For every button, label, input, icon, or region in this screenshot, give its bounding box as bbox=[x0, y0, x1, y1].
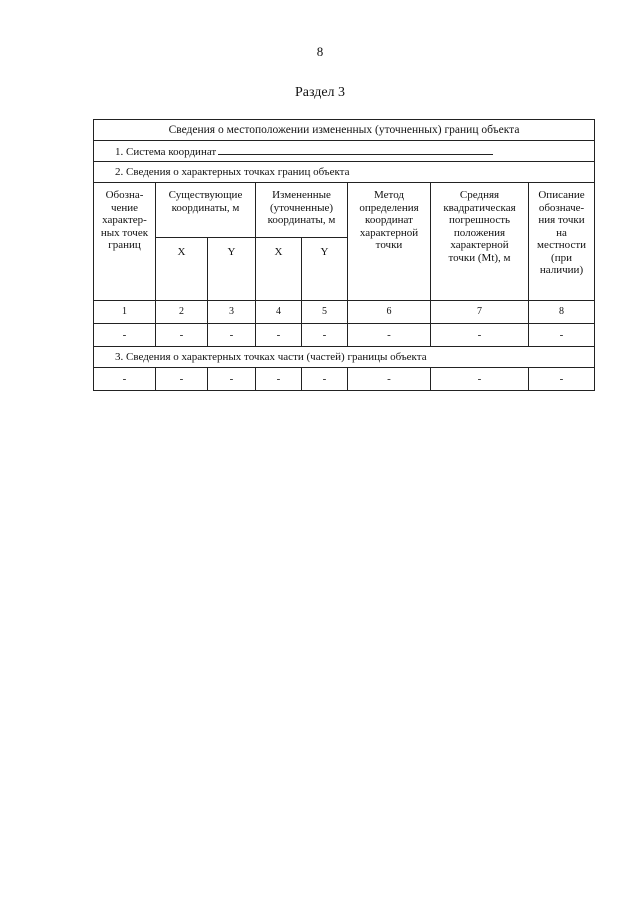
header-changed-coordinates: Измененные (уточненные) координаты, м bbox=[256, 183, 348, 238]
table-cell: - bbox=[94, 368, 156, 391]
characteristic-points-row bbox=[94, 162, 595, 183]
header-designation: Обозна- чение характер- ных точек границ bbox=[94, 183, 156, 301]
column-number: 7 bbox=[431, 301, 529, 324]
header-row-top bbox=[94, 183, 595, 238]
table-cell: - bbox=[529, 324, 595, 347]
table-cell: - bbox=[348, 324, 431, 347]
table-cell: - bbox=[302, 368, 348, 391]
table-cell: - bbox=[431, 368, 529, 391]
part-boundary-points-label: 3. Сведения о характерных точках части (частей) границы объекта bbox=[94, 347, 595, 368]
table-cell: - bbox=[208, 324, 256, 347]
characteristic-points-label: 2. Сведения о характерных точках границ объекта bbox=[94, 162, 595, 183]
part-boundary-points-row bbox=[94, 347, 595, 368]
table-cell: - bbox=[348, 368, 431, 391]
table-cell: - bbox=[431, 324, 529, 347]
header-mean-square-error: Средняя квадратическая погрешность положения характерной точки (Mt), м bbox=[431, 183, 529, 301]
coordinate-system-row bbox=[94, 141, 595, 162]
section-title: Раздел 3 bbox=[294, 85, 346, 100]
coordinate-system-label: 1. Система координат bbox=[115, 145, 217, 158]
column-number: 4 bbox=[256, 301, 302, 324]
column-number: 8 bbox=[529, 301, 595, 324]
header-existing-coordinates: Существующие координаты, м bbox=[156, 183, 256, 238]
column-number: 3 bbox=[208, 301, 256, 324]
header-existing-y: Y bbox=[208, 238, 256, 301]
coordinate-system-blank-line bbox=[218, 144, 493, 155]
table-row bbox=[94, 368, 595, 391]
header-point-description: Описание обозначе- ния точки на местности (при наличии) bbox=[529, 183, 595, 301]
table-cell: - bbox=[156, 324, 208, 347]
column-number: 2 bbox=[156, 301, 208, 324]
header-changed-y: Y bbox=[302, 238, 348, 301]
page-number: 8 bbox=[316, 44, 324, 59]
column-numbers-row bbox=[94, 301, 595, 324]
header-existing-x: X bbox=[156, 238, 208, 301]
table-title: Сведения о местоположении измененных (уточненных) границ объекта bbox=[94, 120, 595, 141]
column-number: 1 bbox=[94, 301, 156, 324]
table-cell: - bbox=[208, 368, 256, 391]
table-cell: - bbox=[529, 368, 595, 391]
coordinate-system-cell bbox=[94, 141, 595, 162]
header-method: Метод определения координат характерной точки bbox=[348, 183, 431, 301]
header-changed-x: X bbox=[256, 238, 302, 301]
table-cell: - bbox=[256, 324, 302, 347]
table-row bbox=[94, 324, 595, 347]
table-cell: - bbox=[302, 324, 348, 347]
table-cell: - bbox=[94, 324, 156, 347]
column-number: 6 bbox=[348, 301, 431, 324]
table-cell: - bbox=[156, 368, 208, 391]
table-cell: - bbox=[256, 368, 302, 391]
column-number: 5 bbox=[302, 301, 348, 324]
boundary-table bbox=[93, 119, 595, 391]
table-title-row bbox=[94, 120, 595, 141]
